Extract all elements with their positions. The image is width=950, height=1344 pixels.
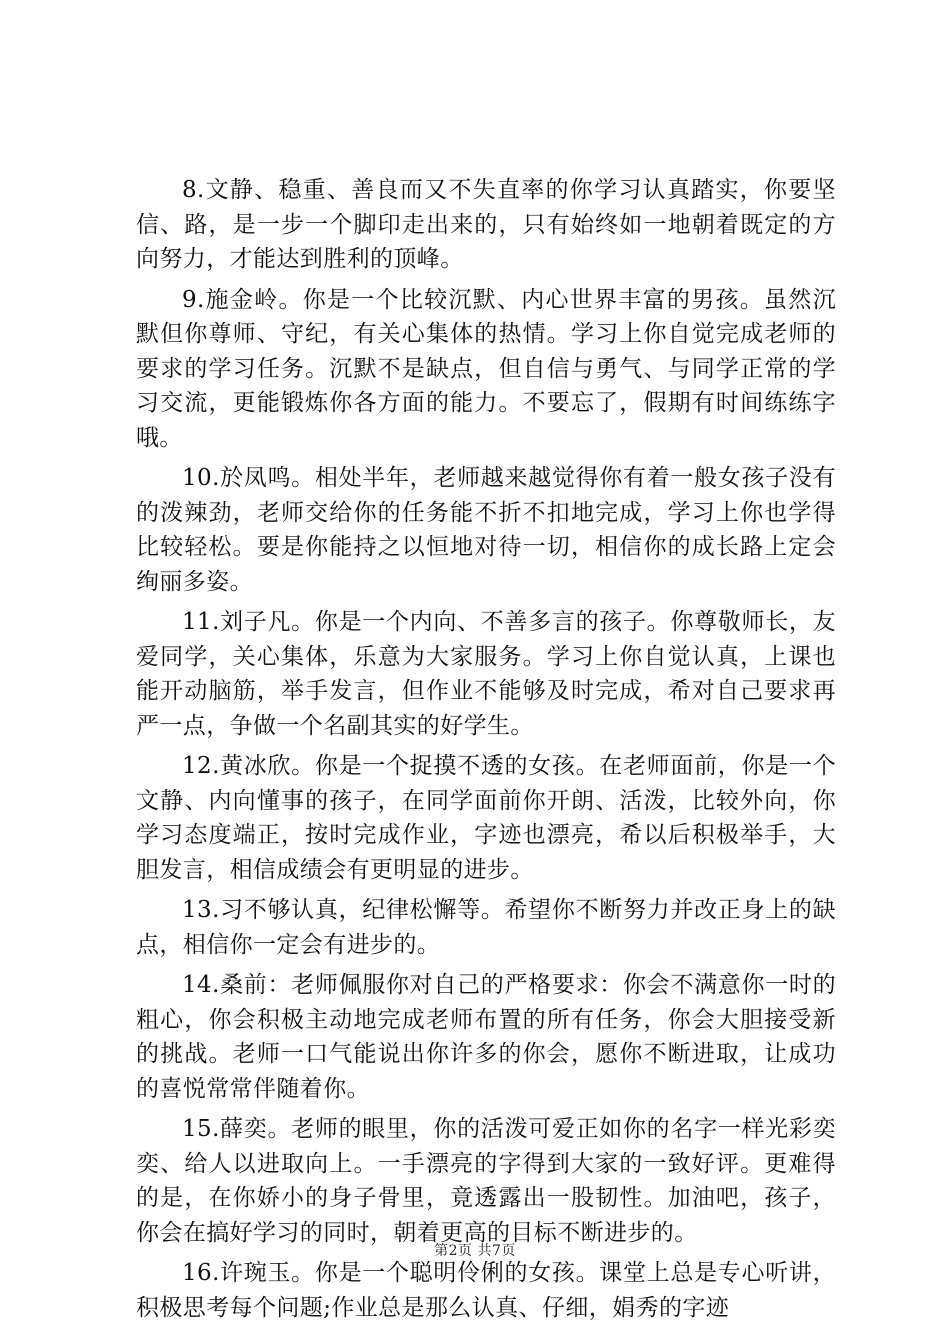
paragraph-15: 15.薛奕。老师的眼里，你的活泼可爱正如你的名字一样光彩奕奕、给人以进取向上。一手漂亮的字得到大家的一致好评。更难得的是，在你娇小的身子骨里，竟透露出一股韧性。加油吧，孩子，你会在搞好学习的同时，朝着更高的目标不断进步的。 [136, 1116, 836, 1246]
paragraph-13: 13.习不够认真，纪律松懈等。希望你不断努力并改正身上的缺点，相信你一定会有进步的。 [136, 897, 836, 958]
page-number-label: 第2页 共7页 [434, 1243, 516, 1259]
document-body [136, 173, 836, 1331]
paragraph-16: 16.许琬玉。你是一个聪明伶俐的女孩。课堂上总是专心听讲，积极思考每个问题;作业总是那么认真、仔细，娟秀的字迹 [136, 1260, 836, 1321]
paragraph-11: 11.刘子凡。你是一个内向、不善多言的孩子。你尊敬师长，友爱同学，关心集体，乐意为大家服务。学习上你自觉认真，上课也能开动脑筋，举手发言，但作业不能够及时完成，希对自己要求再严一点，争做一个名副其实的好学生。 [136, 609, 836, 739]
page-footer [0, 1240, 950, 1260]
paragraph-14: 14.桑前：老师佩服你对自己的严格要求：你会不满意你一时的粗心，你会积极主动地完成老师布置的所有任务，你会大胆接受新的挑战。老师一口气能说出你许多的你会，愿你不断进取，让成功的喜悦常常伴随着你。 [136, 972, 836, 1102]
paragraph-9: 9.施金岭。你是一个比较沉默、内心世界丰富的男孩。虽然沉默但你尊师、守纪，有关心集体的热情。学习上你自觉完成老师的要求的学习任务。沉默不是缺点，但自信与勇气、与同学正常的学习交流，更能锻炼你各方面的能力。不要忘了，假期有时间练练字哦。 [136, 286, 836, 451]
paragraph-12: 12.黄冰欣。你是一个捉摸不透的女孩。在老师面前，你是一个文静、内向懂事的孩子，在同学面前你开朗、活泼，比较外向，你学习态度端正，按时完成作业，字迹也漂亮，希以后积极举手，大胆发言，相信成绩会有更明显的进步。 [136, 753, 836, 883]
paragraph-10: 10.於凤鸣。相处半年，老师越来越觉得你有着一般女孩子没有的泼辣劲，老师交给你的任务能不折不扣地完成，学习上你也学得比较轻松。要是你能持之以恒地对待一切，相信你的成长路上定会绚丽多姿。 [136, 465, 836, 595]
paragraph-8: 8.文静、稳重、善良而又不失直率的你学习认真踏实，你要坚信、路，是一步一个脚印走出来的，只有始终如一地朝着既定的方向努力，才能达到胜利的顶峰。 [136, 177, 836, 272]
